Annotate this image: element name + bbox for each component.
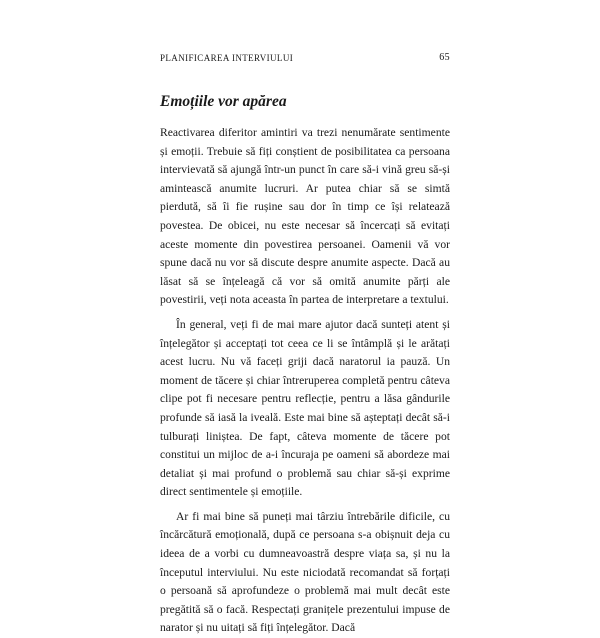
running-title: PLANIFICAREA INTERVIULUI bbox=[160, 53, 294, 63]
section-title: Emoțiile vor apărea bbox=[160, 93, 287, 110]
paragraph-1: Reactivarea diferitor amintiri va trezi nenumărate sentimente și emoții. Trebuie să fiți conștient de posibilitatea ca persoana intervievată să ajungă într-un punct în care să-i vină greu să-și amintească anumite lucruri. Ar putea chiar să se simtă pierdută, să îi fie rușine sau dor în timp ce își relatează povestea. De obicei, nu este necesar să încercați să evitați aceste momente din povestirea persoanei. Oamenii vă vor spune dacă nu vor să discute despre anumite aspecte. Dacă au lăsat să se înțeleagă că vor să omită anumite părți ale povestirii, veți nota aceasta în partea de interpretare a textului. bbox=[160, 126, 450, 307]
body-text bbox=[160, 124, 450, 638]
paragraph-3: Ar fi mai bine să puneți mai târziu întrebările dificile, cu încărcătură emoțională, după ce persoana s-a obișnuit deja cu ideea de a vorbi cu dumneavoastră despre viața sa, și nu la începutul interviului. Nu este niciodată recomandat să forțați o persoană să aprofundeze o problemă mai mult decât este pregătită să o facă. Respectați granițele prezentului impuse de narator și nu uitați să fiți înțelegător. Dacă bbox=[160, 509, 450, 635]
page-number: 65 bbox=[439, 52, 450, 63]
paragraph-2: În general, veți fi de mai mare ajutor dacă sunteți atent și înțelegător și acceptați tot ceea ce li se întâmplă și le arătați acest lucru. Nu vă faceți griji dacă naratorul ia pauză. Un moment de tăcere și chiar întreruperea completă pentru câteva clipe pot fi necesare pentru reflecție, pentru a lăsa gândurile profunde să iasă la iveală. Este mai bine să așteptați decât să-i tulburați liniștea. De fapt, câteva momente de tăcere pot constitui un mijloc de a-i încuraja pe oameni să abordeze mai detaliat și mai profund o problemă sau chiar să-și exprime direct sentimentele și emoțiile. bbox=[160, 317, 450, 499]
